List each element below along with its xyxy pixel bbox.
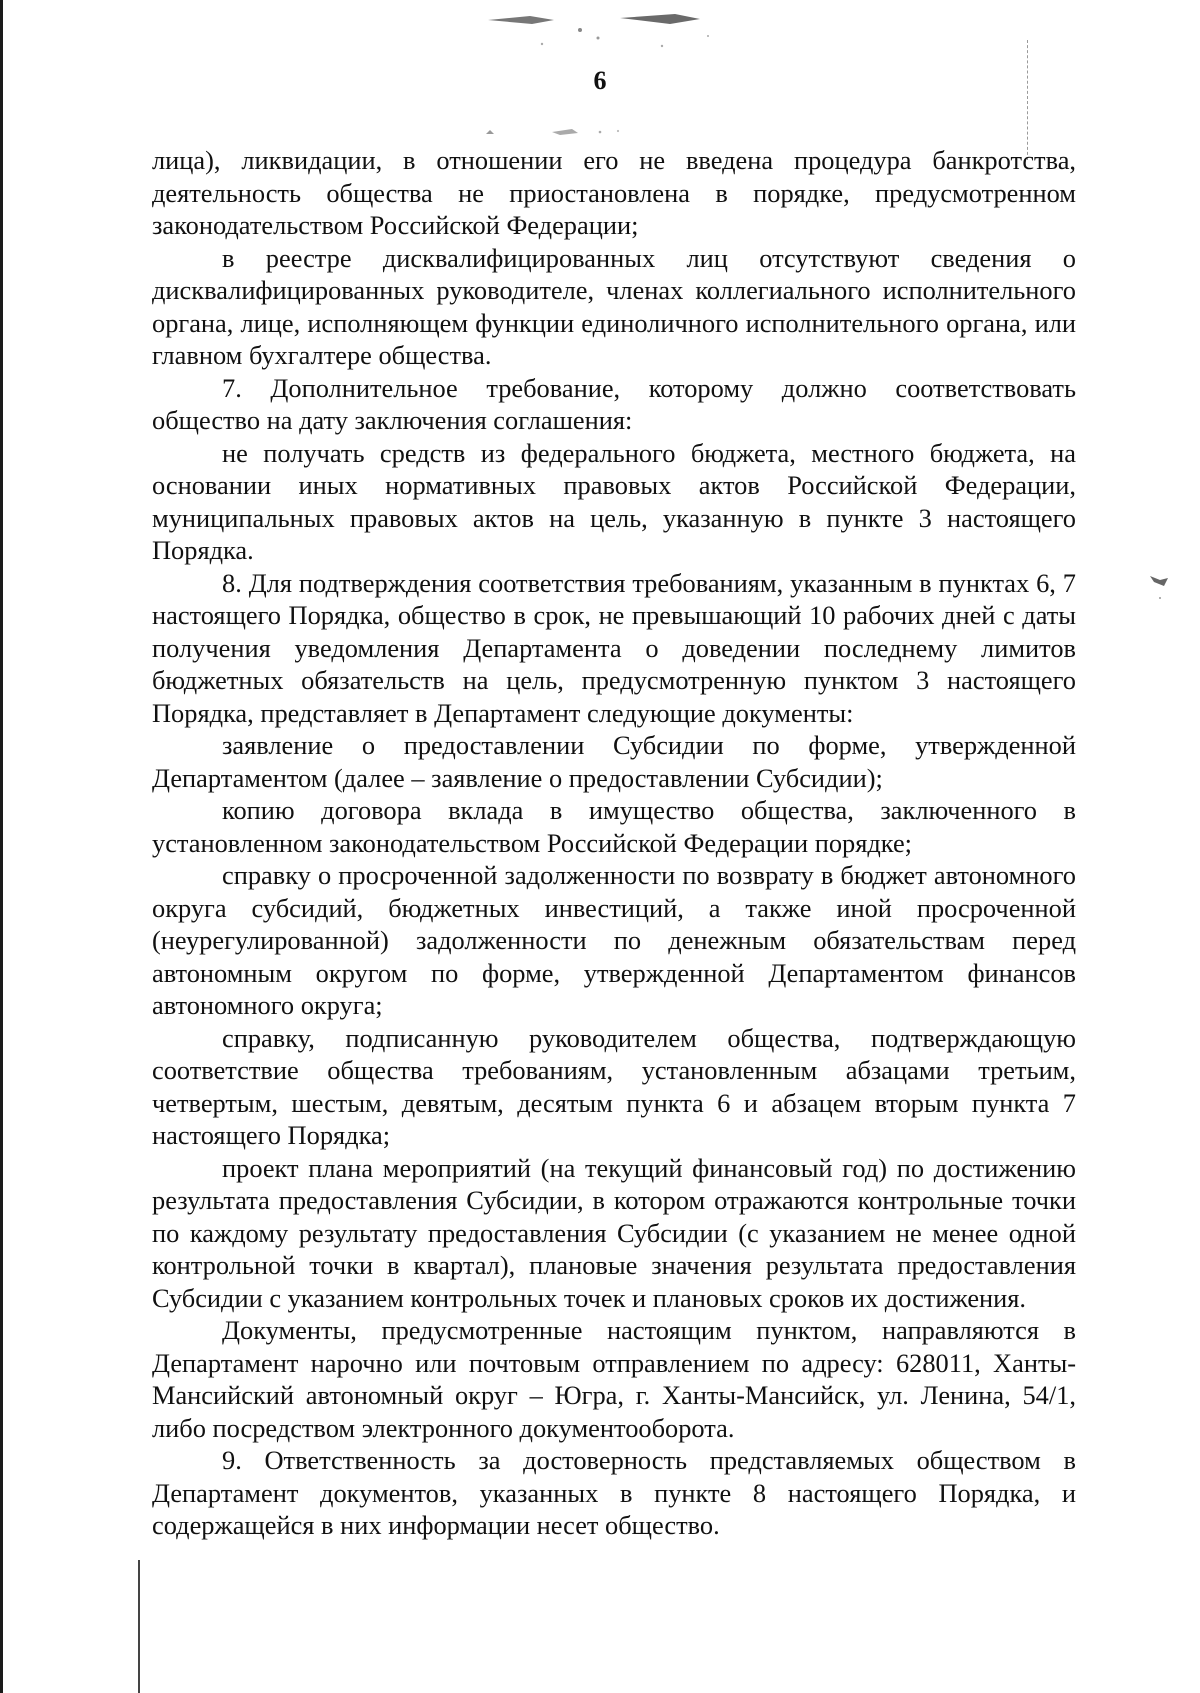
paragraph: 8. Для подтверждения соответствия требованиям, указанным в пунктах 6, 7 настоящего Порядка, общество в срок, не превышающий 10 рабочих дней с даты получения уведомления Департамента о доведении последнему лимитов бюджетных обязательств на цель, предусмотренную пунктом 3 настоящего Порядка, представляет в Департамент следующие документы: [152, 567, 1076, 728]
scan-mark-left [138, 1560, 140, 1693]
scan-edge-left [0, 0, 3, 1693]
scan-noise-side [1148, 568, 1170, 608]
paragraph: Документы, предусмотренные настоящим пунктом, направляются в Департамент нарочно или почтовым отправлением по адресу: 628011, Ханты-Мансийский автономный округ – Югра, г. Ханты-Мансийск, ул. Ленина, 54/1, либо посредством электронного документооборота. [152, 1315, 1076, 1443]
scan-noise-middle [480, 124, 640, 138]
paragraph: 7. Дополнительное требование, которому должно соответствовать общество на дату заключения соглашения: [152, 372, 1076, 435]
scan-noise-top [470, 6, 730, 56]
paragraph: справку, подписанную руководителем общества, подтверждающую соответствие общества требованиям, установленным абзацами третьим, четвертым, шестым, девятым, десятым пункта 6 и абзацем вторым пункта 7 настоящего Порядка; [152, 1022, 1076, 1150]
paragraph: копию договора вклада в имущество общества, заключенного в установленном законодательством Российской Федерации порядке; [152, 795, 1076, 858]
scan-mark-right [1026, 40, 1028, 160]
paragraph: справку о просроченной задолженности по возврату в бюджет автономного округа субсидий, бюджетных инвестиций, а также иной просроченной (неурегулированной) задолженности по денежным обязательствам перед автономным округом по форме, утвержденной Департаментом финансов автономного округа; [152, 860, 1076, 1020]
paragraph: заявление о предоставлении Субсидии по форме, утвержденной Департаментом (далее – заявление о предоставлении Субсидии); [152, 730, 1076, 793]
paragraph: в реестре дисквалифицированных лиц отсутствуют сведения о дисквалифицированных руководителе, членах коллегиального исполнительного органа, лице, исполняющем функции единоличного исполнительного органа, или главном бухгалтере общества. [152, 242, 1076, 370]
paragraph: не получать средств из федерального бюджета, местного бюджета, на основании иных нормативных правовых актов Российской Федерации, муниципальных правовых актов на цель, указанную в пункте 3 настоящего Порядка. [152, 437, 1076, 565]
paragraph: 9. Ответственность за достоверность представляемых обществом в Департамент документов, указанных в пункте 8 настоящего Порядка, и содержащейся в них информации несет общество. [152, 1445, 1076, 1540]
paragraph: лица), ликвидации, в отношении его не введена процедура банкротства, деятельность общества не приостановлена в порядке, предусмотренном законодательством Российской Федерации; [152, 145, 1076, 240]
page-number: 6 [593, 66, 607, 95]
paragraph: проект плана мероприятий (на текущий финансовый год) по достижению результата предоставления Субсидии, в котором отражаются контрольные точки по каждому результату предоставления Субсидии (с указанием не менее одной контрольной точки в квартал), плановые значения результата предоставления Субсидии с указанием контрольных точек и плановых сроков их достижения. [152, 1152, 1076, 1313]
document-body [152, 144, 1076, 1542]
